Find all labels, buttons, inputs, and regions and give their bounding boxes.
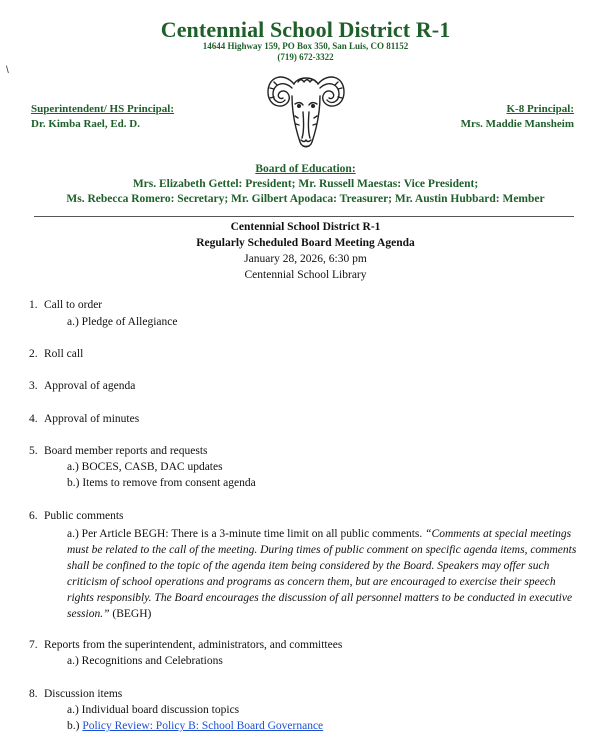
sub-item-prefix: b.) (67, 720, 83, 732)
item-number: 1. (29, 299, 38, 311)
agenda-district: Centennial School District R-1 (230, 221, 381, 233)
board-members-line1: Mrs. Elizabeth Gettel: President; Mr. Russell Maestas: Vice President; (132, 178, 479, 190)
item-title: Public comments (44, 510, 124, 522)
policy-review-link[interactable]: Policy Review: Policy B: School Board Governance (82, 720, 324, 732)
public-comment-policy (67, 526, 582, 622)
header-divider (34, 216, 574, 217)
board-heading: Board of Education: (255, 163, 356, 175)
sub-item: a.) Recognitions and Celebrations (67, 655, 223, 667)
policy-label: a.) Per Article BEGH: There is a 3-minute time limit on all public comments. (67, 528, 426, 540)
ram-head-icon (264, 66, 348, 154)
sub-item: a.) Pledge of Allegiance (67, 316, 178, 328)
superintendent-block (31, 102, 174, 132)
item-title: Reports from the superintendent, administrators, and committees (44, 639, 343, 651)
policy-quote: “Comments at special meetings must be related to the call of the meeting. During times of public comment on specific agenda items, comments shall be confined to the topic of the agenda item being considered by the Board. Speakers may offer such criticism of school operations and programs as concern them, but are encouraged to exercise their speech rights responsibly. The Board encourages the discussion of all personnel matters to be conducted in executive session.” (67, 528, 577, 620)
district-phone: (719) 672-3322 (277, 52, 334, 62)
sub-item-link-row (67, 720, 323, 732)
stray-mark: \ (6, 65, 9, 76)
sub-item: a.) Individual board discussion topics (67, 704, 240, 716)
meeting-location: Centennial School Library (244, 269, 367, 281)
item-title: Board member reports and requests (44, 445, 208, 457)
principal-name: Mrs. Maddie Mansheim (460, 118, 574, 130)
agenda-title: Regularly Scheduled Board Meeting Agenda (196, 237, 415, 249)
item-title: Approval of minutes (44, 413, 140, 425)
item-number: 3. (29, 380, 38, 392)
item-number: 6. (29, 510, 38, 522)
superintendent-label: Superintendent/ HS Principal: (31, 103, 175, 115)
item-number: 8. (29, 688, 38, 700)
district-address: 14644 Highway 159, PO Box 350, San Luis, CO 81152 (202, 41, 409, 51)
item-number: 4. (29, 413, 38, 425)
item-title: Discussion items (44, 688, 123, 700)
item-title: Call to order (44, 299, 103, 311)
item-number: 7. (29, 639, 38, 651)
item-title: Roll call (44, 348, 84, 360)
sub-item: b.) Items to remove from consent agenda (67, 477, 256, 489)
item-number: 2. (29, 348, 38, 360)
agenda-header (0, 219, 611, 283)
sub-item: a.) BOCES, CASB, DAC updates (67, 461, 223, 473)
policy-citation: (BEGH) (109, 608, 152, 620)
principal-block (461, 102, 574, 132)
board-members-line2: Ms. Rebecca Romero: Secretary; Mr. Gilbert Apodaca: Treasurer; Mr. Austin Hubbard: Member (66, 193, 545, 205)
meeting-date: January 28, 2026, 6:30 pm (244, 253, 367, 265)
item-number: 5. (29, 445, 38, 457)
principal-label: K-8 Principal: (506, 103, 574, 115)
superintendent-name: Dr. Kimba Rael, Ed. D. (31, 118, 140, 130)
board-of-education (0, 162, 611, 207)
item-title: Approval of agenda (44, 380, 136, 392)
district-title: Centennial School District R-1 (160, 17, 451, 42)
